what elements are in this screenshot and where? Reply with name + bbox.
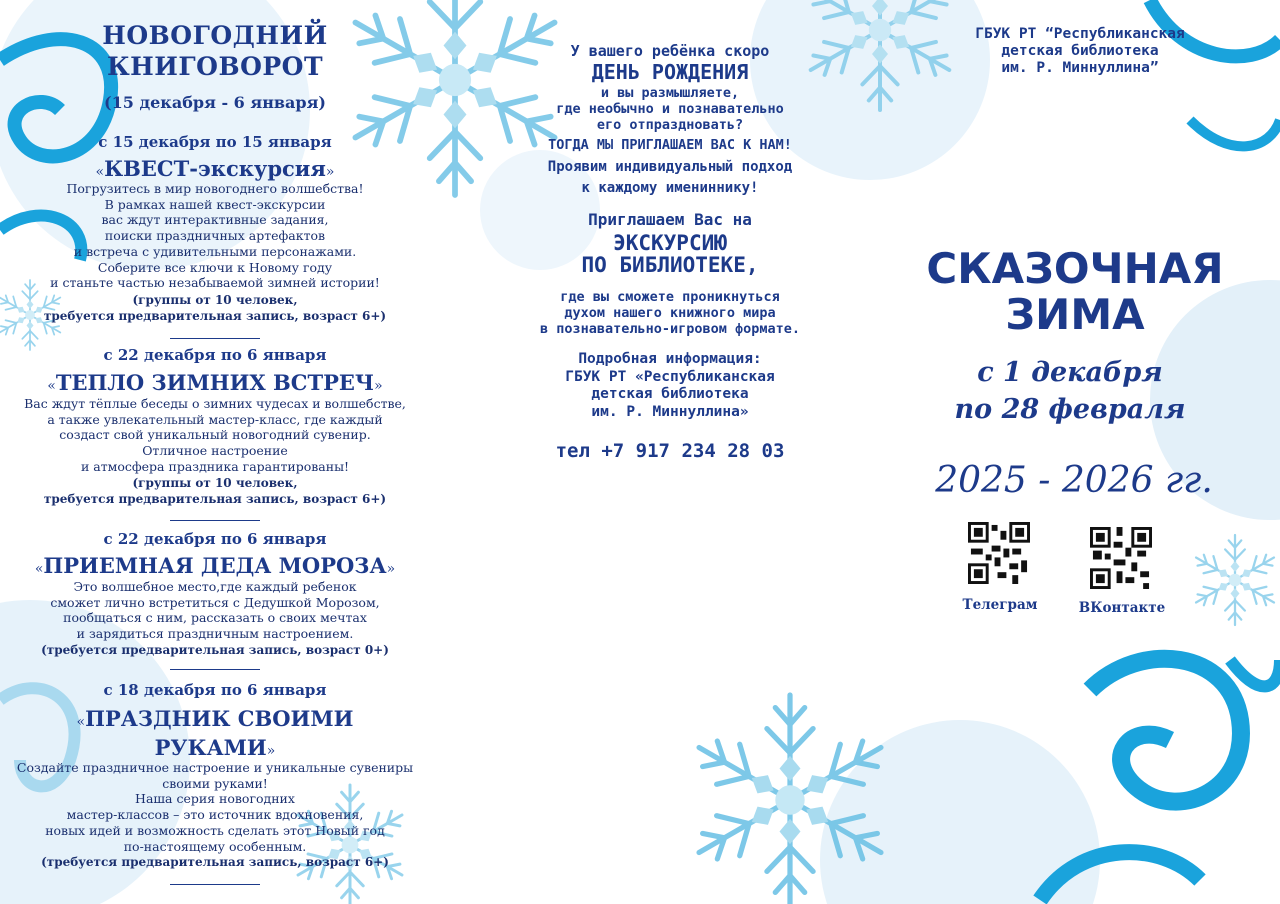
birthday-approach-line1: Проявим индивидуальный подход xyxy=(547,159,793,175)
tour-text: где вы сможете проникнуться духом нашего книжного мира в познавательно-игровом формате. xyxy=(539,289,801,337)
birthday-approach-line2: к каждому имениннику! xyxy=(581,180,759,196)
event-4-title-line2: РУКАМИ» xyxy=(154,735,276,760)
birthday-text: и вы размышляете, где необычно и познавательно его отпраздновать? xyxy=(556,85,784,133)
phone-number: тел +7 917 234 28 03 xyxy=(555,440,785,462)
event-4-description: Создайте праздничное настроение и уникальные сувениры своими руками! Наша серия новогодних мастер-классов – это источник вдохновения, новых идей и возможность сделать этот Новый год по-настоящему особенным. xyxy=(16,760,414,854)
organization-name: ГБУК РТ “Республиканская детская библиотека им. Р. Миннуллина” xyxy=(975,26,1185,76)
event-2-note: (группы от 10 человек, требуется предварительная запись, возраст 6+) xyxy=(43,476,387,506)
left-panel xyxy=(0,0,430,904)
right-panel xyxy=(890,0,1280,904)
event-4-title-line1: «ПРАЗДНИК СВОИМИ xyxy=(76,706,354,731)
program-title-line1: НОВОГОДНИЙ xyxy=(102,21,328,50)
event-1-dates: с 15 декабря по 15 января xyxy=(98,133,332,151)
contact-info: Подробная информация: ГБУК РТ «Республиканская детская библиотека им. Р. Миннуллина» xyxy=(565,351,775,420)
period-line2: по 28 февраля xyxy=(954,394,1186,425)
program-dates: (15 декабря - 6 января) xyxy=(104,93,326,112)
event-3-title: «ПРИЕМНАЯ ДЕДА МОРОЗА» xyxy=(34,553,396,578)
divider xyxy=(170,669,260,670)
event-2-title: «ТЕПЛО ЗИМНИХ ВСТРЕЧ» xyxy=(47,370,383,395)
event-4-dates: с 18 декабря по 6 января xyxy=(103,681,327,699)
years: 2025 - 2026 гг. xyxy=(935,460,1213,501)
event-2-dates: с 22 декабря по 6 января xyxy=(103,346,327,364)
qr-code-icon[interactable] xyxy=(968,522,1030,584)
main-title-line2: ЗИМА xyxy=(1005,290,1145,339)
tour-heading-line1: ЭКСКУРСИЮ xyxy=(613,231,727,255)
program-title-line2: КНИГОВОРОТ xyxy=(106,52,324,81)
period-line1: с 1 декабря xyxy=(977,357,1163,388)
birthday-invite: ТОГДА МЫ ПРИГЛАШАЕМ ВАС К НАМ! xyxy=(548,137,792,153)
birthday-intro: У вашего ребёнка скоро xyxy=(570,42,770,60)
tour-invite: Приглашаем Вас на xyxy=(588,210,752,229)
middle-panel xyxy=(470,0,870,904)
divider xyxy=(170,338,260,339)
event-4-note: (требуется предварительная запись, возраст 6+) xyxy=(41,855,389,869)
event-1-title: «КВЕСТ-экскурсия» xyxy=(95,156,335,181)
qr-label-telegram: Телеграм xyxy=(962,597,1038,613)
divider xyxy=(170,520,260,521)
divider xyxy=(170,884,260,885)
qr-code-icon[interactable] xyxy=(1090,527,1152,589)
event-3-dates: с 22 декабря по 6 января xyxy=(103,530,327,548)
event-1-description: Погрузитесь в мир новогоднего волшебства! В рамках нашей квест-экскурсии вас ждут интерактивные задания, поиски праздничных артефактов и встреча с удивительными персонажами. Соберите все ключи к Новому году и станьте частью незабываемой зимней истории! xyxy=(50,181,380,291)
qr-label-vkontakte: ВКонтакте xyxy=(1078,600,1166,616)
event-3-description: Это волшебное место,где каждый ребенок сможет лично встретиться с Дедушкой Морозом, пообщаться с ним, рассказать о своих мечтах и зарядиться праздничным настроением. xyxy=(50,579,380,642)
event-2-description: Вас ждут тёплые беседы о зимних чудесах и волшебстве, а также увлекательный мастер-класс, где каждый создаст свой уникальный новогодний сувенир. Отличное настроение и атмосфера праздника гарантированы! xyxy=(24,396,406,474)
tour-heading-line2: ПО БИБЛИОТЕКЕ, xyxy=(581,253,759,277)
event-1-note: (группы от 10 человек, требуется предварительная запись, возраст 6+) xyxy=(43,293,387,323)
birthday-heading: ДЕНЬ РОЖДЕНИЯ xyxy=(591,60,749,84)
main-title-line1: СКАЗОЧНАЯ xyxy=(926,244,1224,293)
event-3-note: (требуется предварительная запись, возраст 0+) xyxy=(41,643,389,657)
